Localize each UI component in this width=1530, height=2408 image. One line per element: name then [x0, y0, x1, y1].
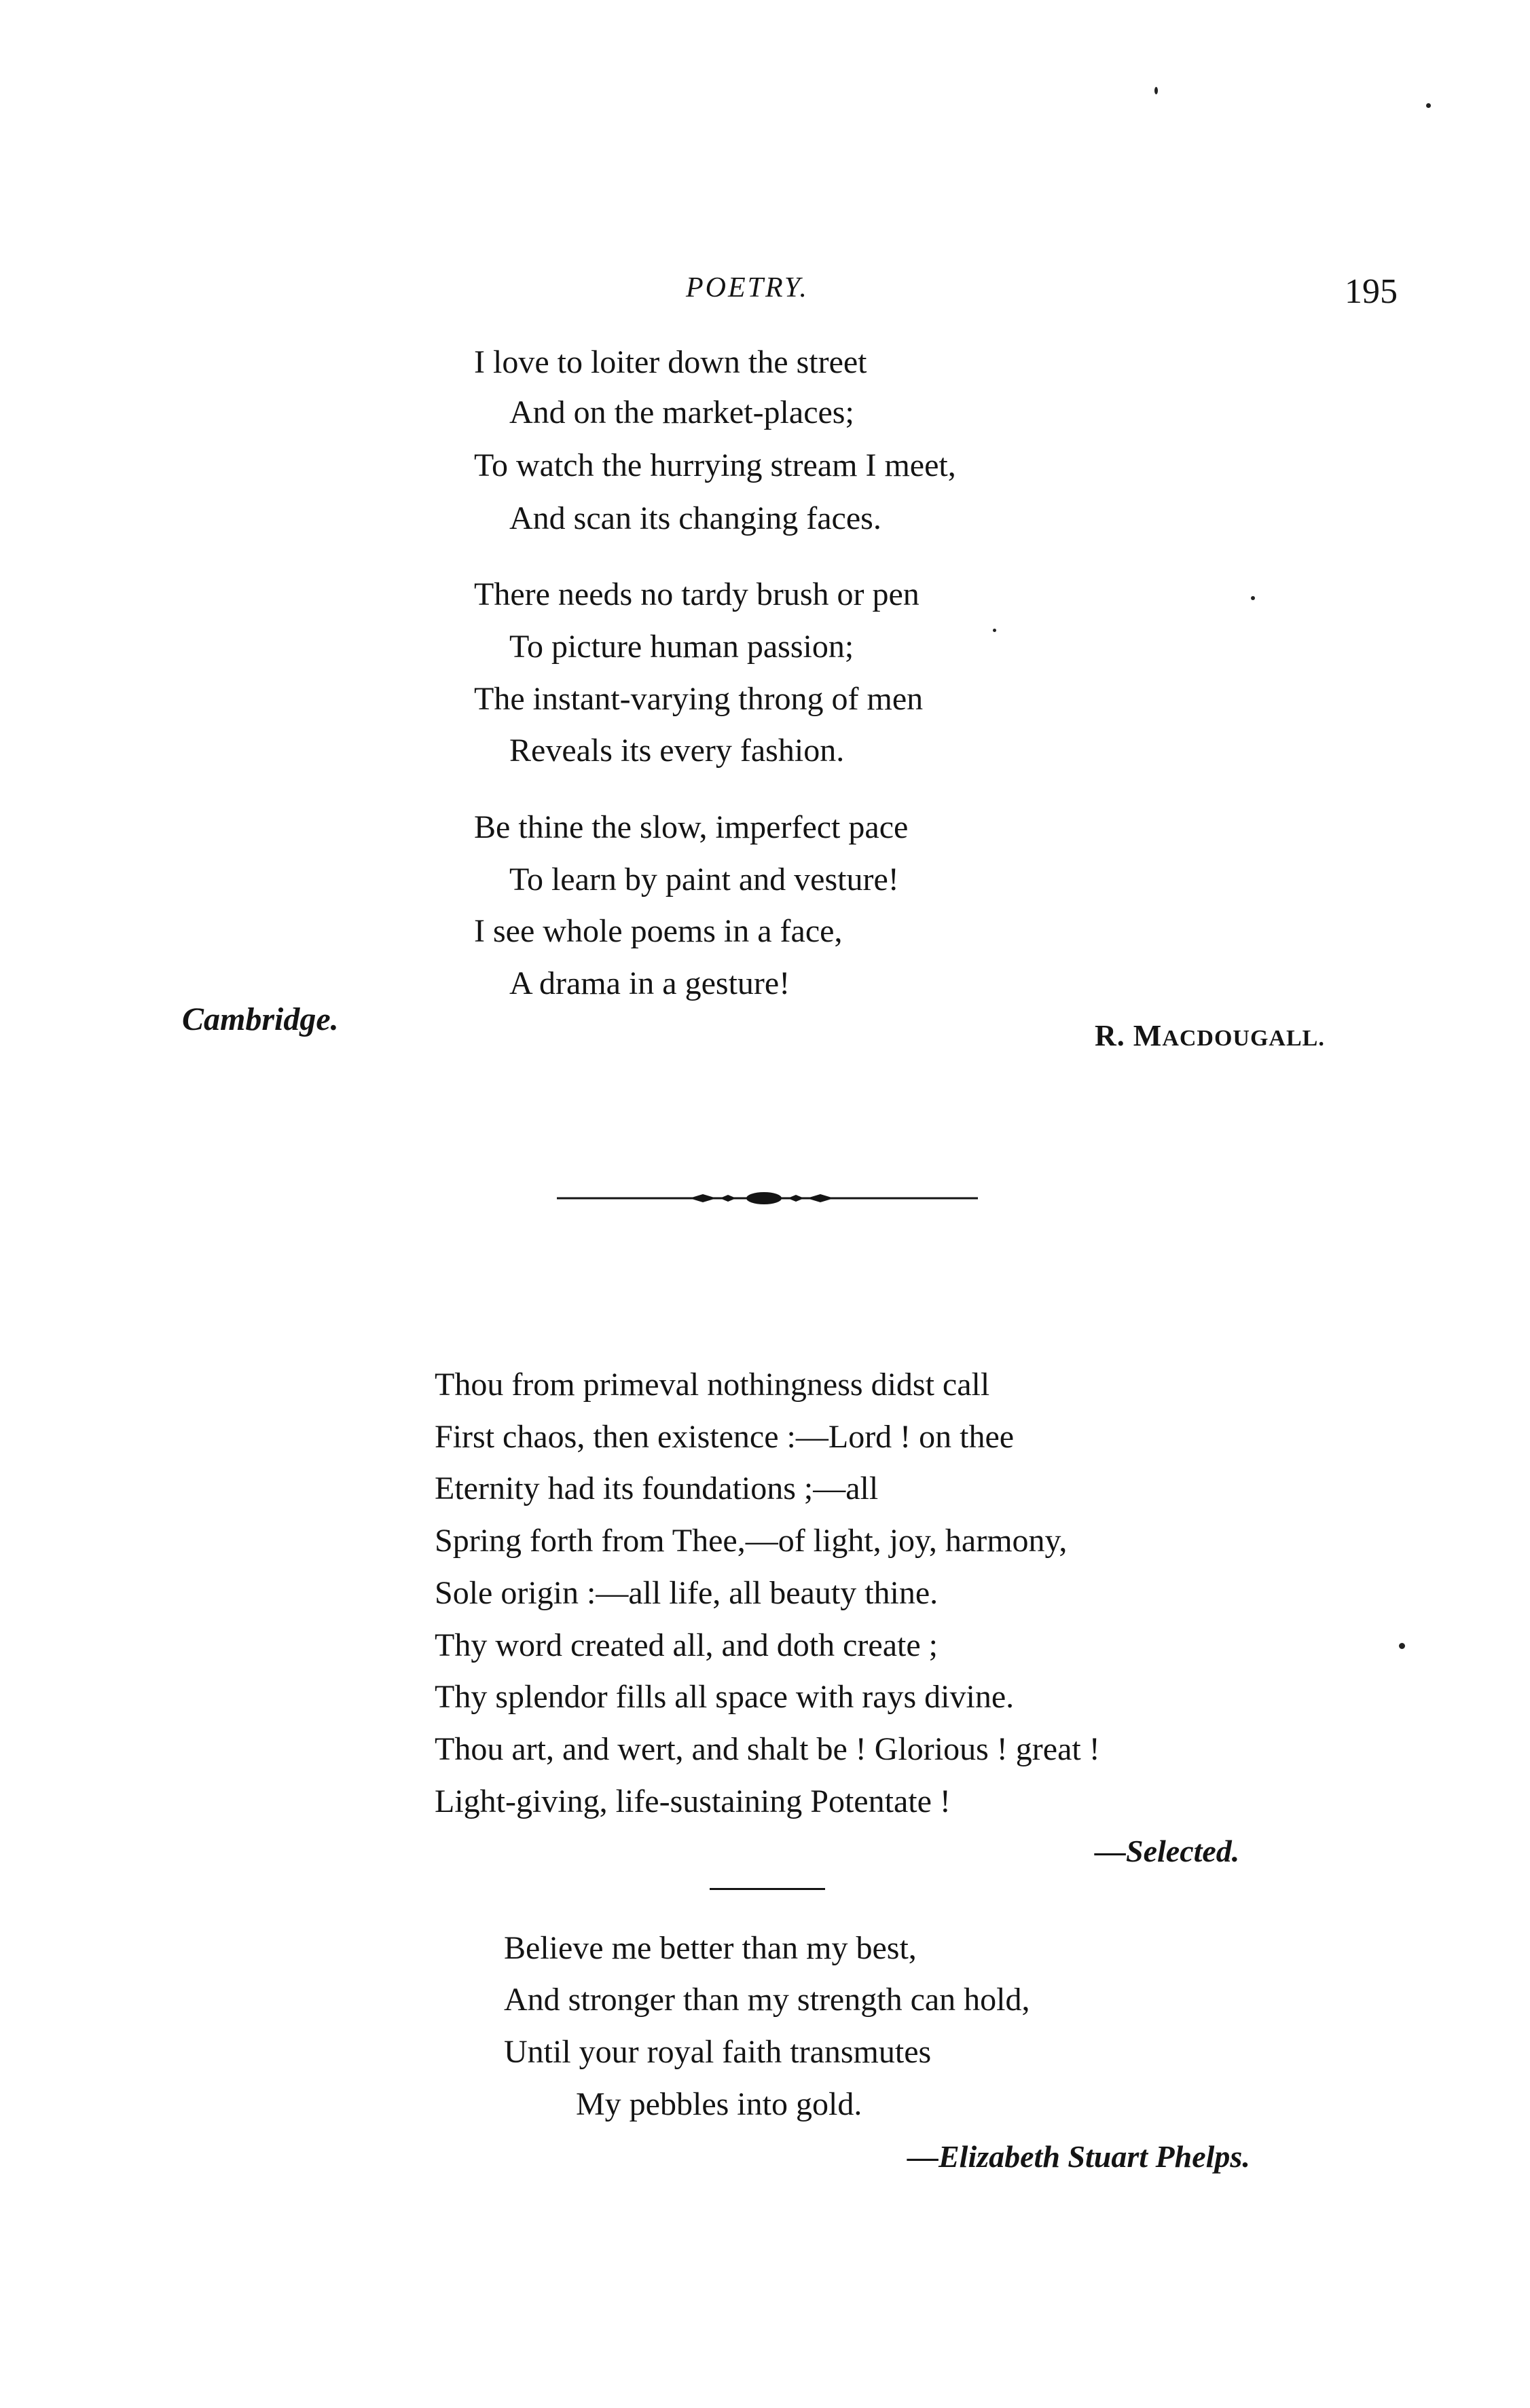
- poem-line: And stronger than my strength can hold,: [504, 1982, 1030, 2018]
- scan-speck: [1154, 87, 1158, 94]
- scan-speck: [1251, 596, 1255, 600]
- poem-credit: —Selected.: [1095, 1834, 1240, 1868]
- poem-line: First chaos, then existence :—Lord ! on thee: [435, 1419, 1015, 1455]
- poem-line: There needs no tardy brush or pen: [474, 576, 919, 612]
- scan-speck: [1399, 1643, 1405, 1649]
- scan-speck: [993, 629, 996, 632]
- poem-line: Light-giving, life-sustaining Potentate !: [435, 1783, 951, 1819]
- poem-line: Thy word created all, and doth create ;: [435, 1627, 938, 1663]
- poem-line: To watch the hurrying stream I meet,: [474, 447, 956, 483]
- poem-line: Sole origin :—all life, all beauty thine.: [435, 1575, 939, 1611]
- ornament-divider: [557, 1185, 978, 1212]
- poem-line: To picture human passion;: [509, 629, 854, 665]
- scan-speck: [1426, 103, 1431, 108]
- poem-line: Thou from primeval nothingness didst call: [435, 1367, 990, 1403]
- poem-line: Be thine the slow, imperfect pace: [474, 809, 909, 845]
- poem-line: I love to loiter down the street: [474, 344, 867, 380]
- poem-line: Spring forth from Thee,—of light, joy, harmony,: [435, 1523, 1068, 1559]
- poem-line: Reveals its every fashion.: [509, 733, 845, 768]
- poem-credit: —Elizabeth Stuart Phelps.: [907, 2139, 1250, 2174]
- poem-line: I see whole poems in a face,: [474, 913, 843, 949]
- poem-line: Believe me better than my best,: [504, 1930, 917, 1966]
- poem-line: To learn by paint and vesture!: [509, 862, 899, 897]
- poem-line: The instant-varying throng of men: [474, 681, 924, 717]
- running-title: POETRY.: [686, 272, 809, 303]
- poem-line: And on the market-places;: [509, 394, 854, 430]
- page-number: 195: [1345, 272, 1398, 311]
- poem-line: Until your royal faith transmutes: [504, 2034, 932, 2070]
- author-name: [1095, 1018, 1325, 1053]
- poem-line: Thy splendor fills all space with rays divine.: [435, 1679, 1015, 1715]
- section-rule: [710, 1888, 825, 1890]
- poem-line: And scan its changing faces.: [509, 500, 881, 536]
- poem-line: My pebbles into gold.: [576, 2086, 862, 2122]
- place-name: Cambridge.: [182, 1001, 339, 1037]
- poem-line: Eternity had its foundations ;—all: [435, 1470, 879, 1506]
- poem-line: Thou art, and wert, and shalt be ! Glorious ! great !: [435, 1731, 1100, 1767]
- poem-line: A drama in a gesture!: [509, 965, 790, 1001]
- author-initial: R. M: [1095, 1019, 1163, 1052]
- author-surname: ACDOUGALL.: [1162, 1026, 1325, 1051]
